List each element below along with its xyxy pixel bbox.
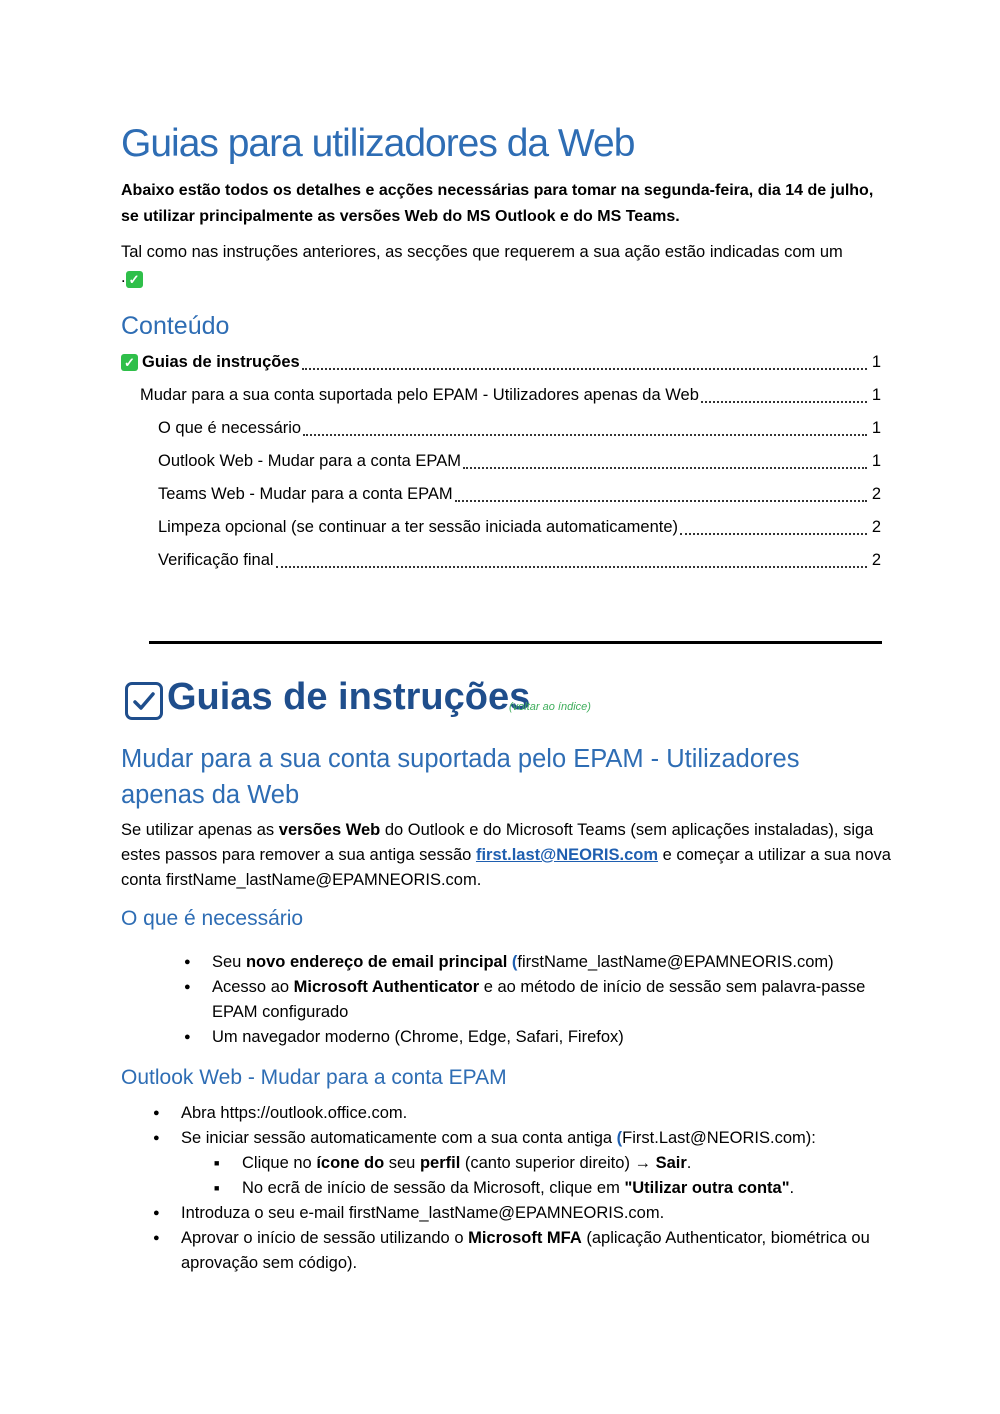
sub-list-item <box>242 1151 881 1176</box>
toc-entry-page: 1 <box>871 353 881 371</box>
list-text: Um navegador moderno (Chrome, Edge, Safari, Firefox) <box>212 1028 624 1046</box>
list-bold: Microsoft MFA <box>468 1229 582 1247</box>
toc-leader-dots <box>276 550 867 568</box>
toc-leader-dots <box>302 352 867 370</box>
toc-leader-dots <box>455 484 867 502</box>
outlook-heading: Outlook Web - Mudar para a conta EPAM <box>121 1066 507 1089</box>
back-to-index-link[interactable]: (voltar ao índice) <box>509 701 591 713</box>
intro-suffix: . <box>121 268 126 286</box>
list-bold: ícone do <box>316 1154 385 1172</box>
sub-list-item <box>242 1176 881 1201</box>
list-text: Clique no <box>242 1154 317 1172</box>
list-text: Introduza o seu e-mail firstName_lastName@EPAMNEORIS.com. <box>181 1204 665 1222</box>
intro-bold-text: Abaixo estão todos os detalhes e acções necessárias para tomar na segunda-feira, dia 14 de julho, se utilizar principalmente as versões Web do MS Outlook e do MS Teams. <box>121 182 874 225</box>
list-paren: ( <box>507 953 518 971</box>
section-title: Guias de instruções <box>167 676 531 718</box>
toc-entry[interactable] <box>121 511 881 544</box>
toc-entry-label: Mudar para a sua conta suportada pelo EPAM - Utilizadores apenas da Web <box>140 386 699 404</box>
toc-entry-label: Guias de instruções <box>142 353 300 371</box>
list-item <box>181 1126 881 1201</box>
checkmark-icon: ✓ <box>121 354 138 371</box>
list-item <box>212 975 882 1025</box>
list-item <box>181 1101 881 1126</box>
list-text: . <box>789 1179 795 1197</box>
toc-entry[interactable] <box>121 445 881 478</box>
list-paren: ( <box>616 1129 623 1147</box>
toc-entry-label: Limpeza opcional (se continuar a ter sessão iniciada automaticamente) <box>158 518 679 536</box>
toc-entry-page: 1 <box>871 452 881 470</box>
toc-entry-page: 1 <box>871 419 881 437</box>
toc-entry[interactable] <box>121 544 881 577</box>
list-bold: Microsoft Authenticator <box>293 978 480 996</box>
needs-heading: O que é necessário <box>121 907 304 930</box>
list-item <box>212 1025 882 1050</box>
toc-entry-label: O que é necessário <box>158 419 302 437</box>
toc-entry-label: Teams Web - Mudar para a conta EPAM <box>158 485 453 503</box>
toc-entry-page: 2 <box>871 485 881 503</box>
toc-entry-page: 2 <box>871 551 881 569</box>
list-text: First.Last@NEORIS.com): <box>622 1129 816 1147</box>
list-text: Aprovar o início de sessão utilizando o <box>181 1229 469 1247</box>
list-text: (canto superior direito) → <box>460 1154 656 1172</box>
toc-leader-dots <box>303 418 867 436</box>
para-text: Se utilizar apenas as <box>121 821 279 839</box>
horizontal-divider <box>149 641 882 644</box>
list-text: e ao método de início de sessão sem palavra-passe EPAM configurado <box>212 978 866 1021</box>
checkmark-icon: ✓ <box>126 271 143 288</box>
list-text: seu <box>384 1154 420 1172</box>
sub-list <box>242 1151 881 1201</box>
toc-entry[interactable] <box>121 412 881 445</box>
toc-entry-page: 1 <box>871 386 881 404</box>
table-of-contents <box>121 346 881 577</box>
toc-leader-dots <box>463 451 867 469</box>
toc-entry-label: Outlook Web - Mudar para a conta EPAM <box>158 452 461 470</box>
para-text: e começar a utilizar a sua nova conta firstName_lastName@EPAMNEORIS.com. <box>121 846 891 889</box>
intro-text <box>121 240 891 290</box>
page-title: Guias para utilizadores da Web <box>121 122 635 165</box>
list-text: Se iniciar sessão automaticamente com a sua conta antiga <box>181 1129 617 1147</box>
list-text: . <box>686 1154 692 1172</box>
list-item <box>181 1201 881 1226</box>
list-bold: perfil <box>419 1154 461 1172</box>
list-item <box>181 1226 881 1276</box>
toc-leader-dots <box>680 517 867 535</box>
list-bold: "Utilizar outra conta" <box>624 1179 790 1197</box>
needs-list <box>212 950 882 1050</box>
list-text: Acesso ao <box>212 978 294 996</box>
email-link[interactable]: first.last@NEORIS.com <box>475 846 659 864</box>
toc-entry-label: Verificação final <box>158 551 274 569</box>
checkbox-icon <box>125 682 163 720</box>
toc-entry[interactable] <box>121 379 881 412</box>
toc-heading: Conteúdo <box>121 312 230 340</box>
list-item <box>212 950 882 975</box>
list-bold: Sair <box>655 1154 687 1172</box>
toc-entry[interactable] <box>121 346 881 379</box>
intro-text-body: Tal como nas instruções anteriores, as secções que requerem a sua ação estão indicadas com um <box>121 243 843 261</box>
list-text: (aplicação Authenticator, biométrica ou aprovação sem código). <box>181 1229 870 1272</box>
list-text: Abra https://outlook.office.com. <box>181 1104 408 1122</box>
list-text: firstName_lastName@EPAMNEORIS.com) <box>517 953 834 971</box>
toc-entry-page: 2 <box>871 518 881 536</box>
list-text: Seu <box>212 953 246 971</box>
toc-leader-dots <box>701 385 867 403</box>
subsection-heading: Mudar para a sua conta suportada pelo EPAM - Utilizadores apenas da Web <box>121 745 800 809</box>
outlook-steps <box>181 1101 881 1276</box>
intro-paragraph <box>121 818 891 893</box>
list-text: No ecrã de início de sessão da Microsoft, clique em <box>242 1179 625 1197</box>
para-text: do Outlook e do Microsoft Teams (sem aplicações instaladas), siga estes passos para remover a sua antiga sessão <box>121 821 874 864</box>
list-bold: novo endereço de email principal <box>245 953 508 971</box>
toc-entry[interactable] <box>121 478 881 511</box>
para-bold: versões Web <box>278 821 381 839</box>
